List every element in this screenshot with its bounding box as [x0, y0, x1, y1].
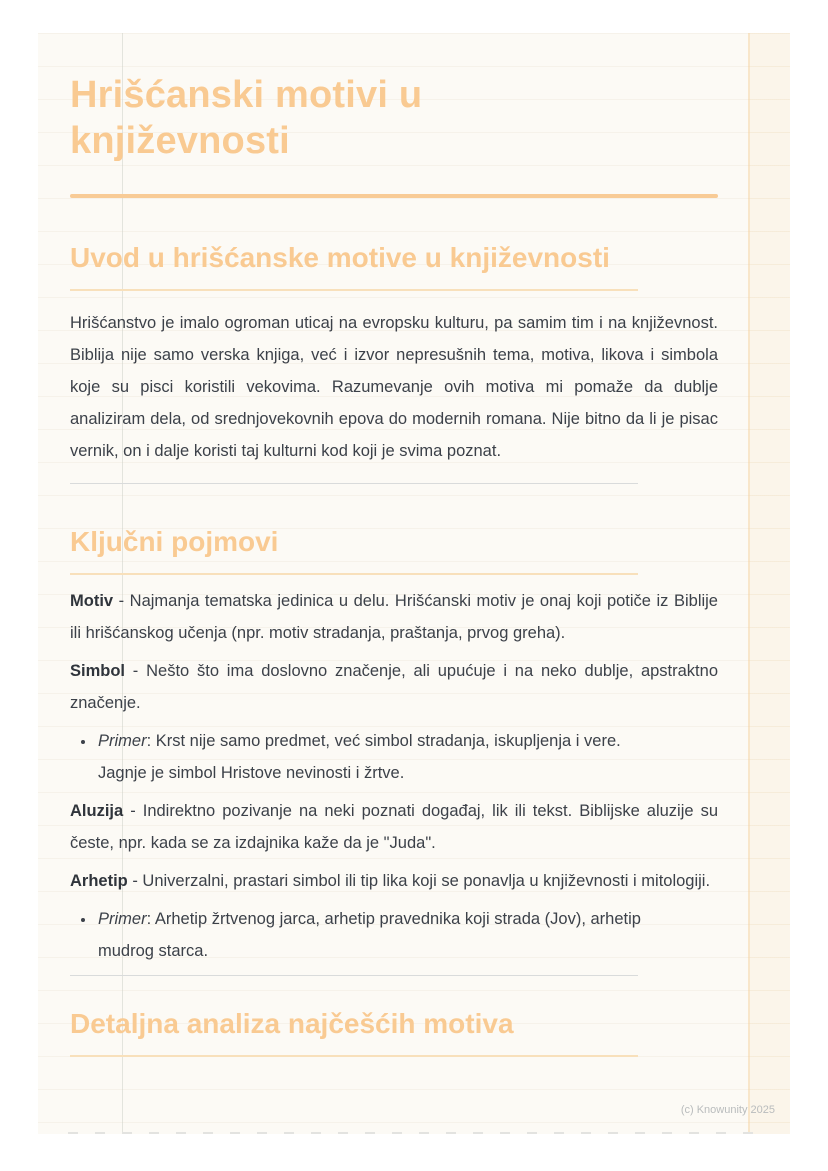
- section-heading-kljucni-pojmovi: Ključni pojmovi: [70, 526, 279, 558]
- document-page: [38, 33, 790, 1134]
- section-heading-uvod: Uvod u hrišćanske motive u književnosti: [70, 242, 610, 274]
- page-content: [38, 33, 790, 1057]
- term-label: Simbol: [70, 662, 126, 681]
- section-heading-detaljna-analiza: Detaljna analiza najčešćih motiva: [70, 1008, 514, 1040]
- example-list: [70, 903, 718, 967]
- example-colon: :: [146, 732, 156, 751]
- page-cut-dashes: [68, 1132, 760, 1134]
- term-paragraph-arhetip: [70, 865, 718, 897]
- page-title: Hrišćanski motivi u književnosti: [70, 74, 423, 162]
- term-label: Motiv: [70, 592, 114, 611]
- term-definition: Nešto što ima doslovno značenje, ali upućuje i na neko dublje, apstraktno značenje.: [70, 662, 718, 713]
- term-label: Aluzija: [70, 802, 124, 821]
- term-label: Arhetip: [70, 872, 128, 891]
- term-dash: -: [125, 662, 147, 681]
- example-label: Primer: [98, 732, 147, 751]
- term-paragraph-simbol: [70, 655, 718, 719]
- heading-underline: [70, 289, 638, 291]
- heading-underline: [70, 573, 638, 575]
- term-definition: Najmanja tematska jedinica u delu. Hrišćanski motiv je onaj koji potiče iz Biblije ili hrišćanskog učenja (npr. motiv stradanja, praštanja, prvog greha).: [70, 592, 718, 643]
- example-item: [96, 725, 658, 789]
- example-item: [96, 903, 658, 967]
- example-label: Primer: [98, 910, 147, 929]
- example-text: Arhetip žrtvenog jarca, arhetip pravednika koji strada (Jov), arhetip mudrog starca.: [98, 910, 641, 961]
- term-paragraph-aluzija: [70, 795, 718, 859]
- example-list: [70, 725, 718, 789]
- term-paragraph-motiv: [70, 585, 718, 649]
- section-divider: [70, 975, 638, 976]
- example-colon: :: [146, 910, 155, 929]
- term-dash: -: [123, 802, 143, 821]
- intro-paragraph: Hrišćanstvo je imalo ogroman uticaj na evropsku kulturu, pa samim tim i na književnost. Biblija nije samo verska knjiga, već i izvor nepresušnih tema, motiva, likova i simbola koje su pisci koristili vekovima. Razumevanje ovih motiva mi pomaže da dublje analiziram dela, od srednjovekovnih epova do modernih romana. Nije bitno da li je pisac vernik, on i dalje koristi taj kulturni kod koji je svima poznat.: [70, 314, 718, 461]
- example-text: Krst nije samo predmet, već simbol stradanja, iskupljenja i vere. Jagnje je simbol Hristove nevinosti i žrtve.: [98, 732, 621, 783]
- term-definition: Univerzalni, prastari simbol ili tip lika koji se ponavlja u književnosti i mitologiji.: [142, 872, 711, 891]
- title-rule: [70, 194, 718, 198]
- term-dash: -: [127, 872, 143, 891]
- term-dash: -: [113, 592, 130, 611]
- copyright-notice: (c) Knowunity 2025: [680, 1104, 775, 1116]
- heading-underline: [70, 1055, 638, 1057]
- section-divider: [70, 483, 638, 484]
- term-definition: Indirektno pozivanje na neki poznati događaj, lik ili tekst. Biblijske aluzije su česte, npr. kada se za izdajnika kaže da je "Juda".: [70, 802, 718, 853]
